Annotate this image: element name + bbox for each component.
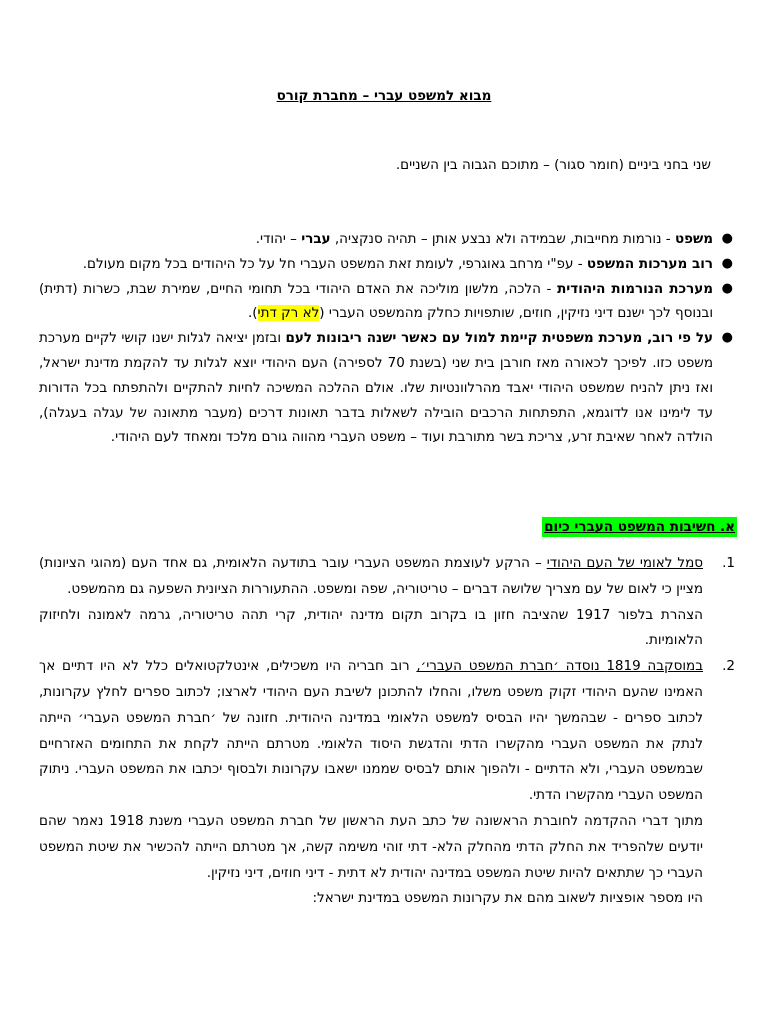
paragraph [39, 551, 703, 603]
definition-text: - הלכה, מלשון מוליכה את האדם היהודי בכל תחומי החיים, שמירת שבת, כשרות (דתית) ובנוסף לכך ישנם דיני נזיקין, חוזים, שותפויות כחלק מהמשפט העברי ( [39, 280, 713, 322]
section-heading: א. חשיבות המשפט העברי כיום [544, 519, 735, 535]
list-item [39, 277, 735, 327]
bullet-icon: ● [721, 255, 733, 271]
paragraph: היו מספר אופציות לשאוב מהם את עקרונות המשפט במדינת ישראל: [312, 890, 703, 907]
list-item [39, 326, 735, 450]
document-title: מבוא למשפט עברי – מחברת קורס [276, 88, 492, 104]
paragraph-text: רוב חבריה היו משכילים, אינטלקטואלים כלל לא היו דתיים אך האמינו שהעם היהודי זקוק משפט משלו, והחלו להתכונן לשיבת העם היהודי לארצו; לכתוב ספרים לחלץ עקרונות, לכתוב ספרים - שבהמשך יהיו הבסיס למשפט הלאומי במדינה היהודית. חזונה של ׳חברת המשפט העברי׳ הייתה לנתק את המשפט העברי מהקשרו הדתי והדגשת היסוד הלאומי. מטרתם הייתה לקחת את התחומים האזרחיים שבמשפט העברי, ולא הדתיים - ולהפוך אותם לבסיס שממנו ישאבו עקרונות ולבסוף יכתבו את המשפט העברי. ניתוק המשפט העברי מהקשרו הדתי. [39, 658, 703, 804]
definitions-list [39, 227, 735, 450]
list-item [39, 227, 735, 252]
highlighted-text: לא רק דתי [257, 305, 320, 322]
definition-text: - עפ"י מרחב גאוגרפי, לעומת זאת המשפט העברי חל על כל היהודים בכל מקום מעולם. [82, 255, 587, 272]
item-number: 1. [722, 555, 735, 571]
definition-text: ). [247, 305, 258, 322]
term-bold: רוב מערכות המשפט [586, 255, 713, 272]
bullet-icon: ● [721, 280, 733, 296]
numbered-list [39, 551, 735, 912]
item-number: 2. [722, 658, 735, 675]
bullet-icon: ● [721, 330, 733, 346]
term-bold: מערכת הנורמות היהודית [557, 280, 714, 297]
term-bold: על פי רוב, מערכת משפטית קיימת למול עם כאשר ישנה ריבונות לעם [285, 330, 713, 347]
list-item [39, 654, 735, 912]
list-item [39, 551, 735, 654]
exam-note: שני בחני ביניים (חומר סגור) – מתוכם הגבוה בין השניים. [395, 157, 711, 173]
paragraph: מתוך דברי ההקדמה לחוברת הראשונה של כתב העת הראשון של חברת המשפט העברי משנת 1918 נאמר שהם יודעים שלהפריד את החלק הדתי מהחלק הלא- דתי זוהי משימה קשה, אך מטרתם הייתה להכשיר את שיטת המשפט העברי כך שתתאים להיות שיטת המשפט במדינה יהודית לא דתית - דיני חוזים, דיני נזיקין. [39, 812, 703, 881]
definition-text: – יהודי. [255, 231, 302, 247]
underlined-lead: במוסקבה 1819 נוסדה ׳חברת המשפט העברי׳, [416, 658, 703, 675]
bullet-icon: ● [721, 231, 733, 246]
definition-text: ובזמן יציאה לגלות ישנו קושי לקיים מערכת משפט כזו. לפיכך לכאורה מאז חורבן בית שני (בשנת 70 לספירה) העם היהודי יוצא לגלות עד להקמת מדינת ישראל, ואז ניתן להניח שמשפט היהודי יאבד מהרלוונטיות שלו. אולם ההלכה המשיכה לחיות להתקיים ולהתפתח בכל הדורות עד לימינו אנו לדוגמא, התפתחות הרכבים הובילה לשאלות בדבר תאונות דרכים (מעבר מתאונה של עגלה בעגלה), הולדה לאחר שאיבת זרע, צריכת בשר מתורבת ועוד – משפט העברי מהווה גורם מלכד ומאחד לעם היהודי. [39, 330, 713, 446]
paragraph-text: – הרקע לעוצמת המשפט העברי עובר בתודעה הלאומית, גם אחד העם (מהוגי הציונות) מציין כי לאום של עם מצריך שלושה דברים – טריטוריה, שפה ומשפט. ההתעוררות הציונית השפעה גם מהמשפט. [39, 555, 703, 597]
term-bold: עברי [301, 231, 331, 247]
underlined-lead: סמל לאומי של העם היהודי [546, 555, 703, 571]
term-bold: משפט [674, 231, 713, 247]
paragraph [39, 654, 703, 809]
paragraph: הצהרת בלפור 1917 שהציבה חזון בו בקרוב תקום מדינה יהודית, קרי תהה טריטוריה, גרמה לאמונה ולחיזוק הלאומיות. [39, 606, 703, 649]
definition-text: - נורמות מחייבות, שבמידה ולא נבצע אותן – תהיה סנקציה, [330, 231, 675, 247]
list-item [39, 252, 735, 277]
